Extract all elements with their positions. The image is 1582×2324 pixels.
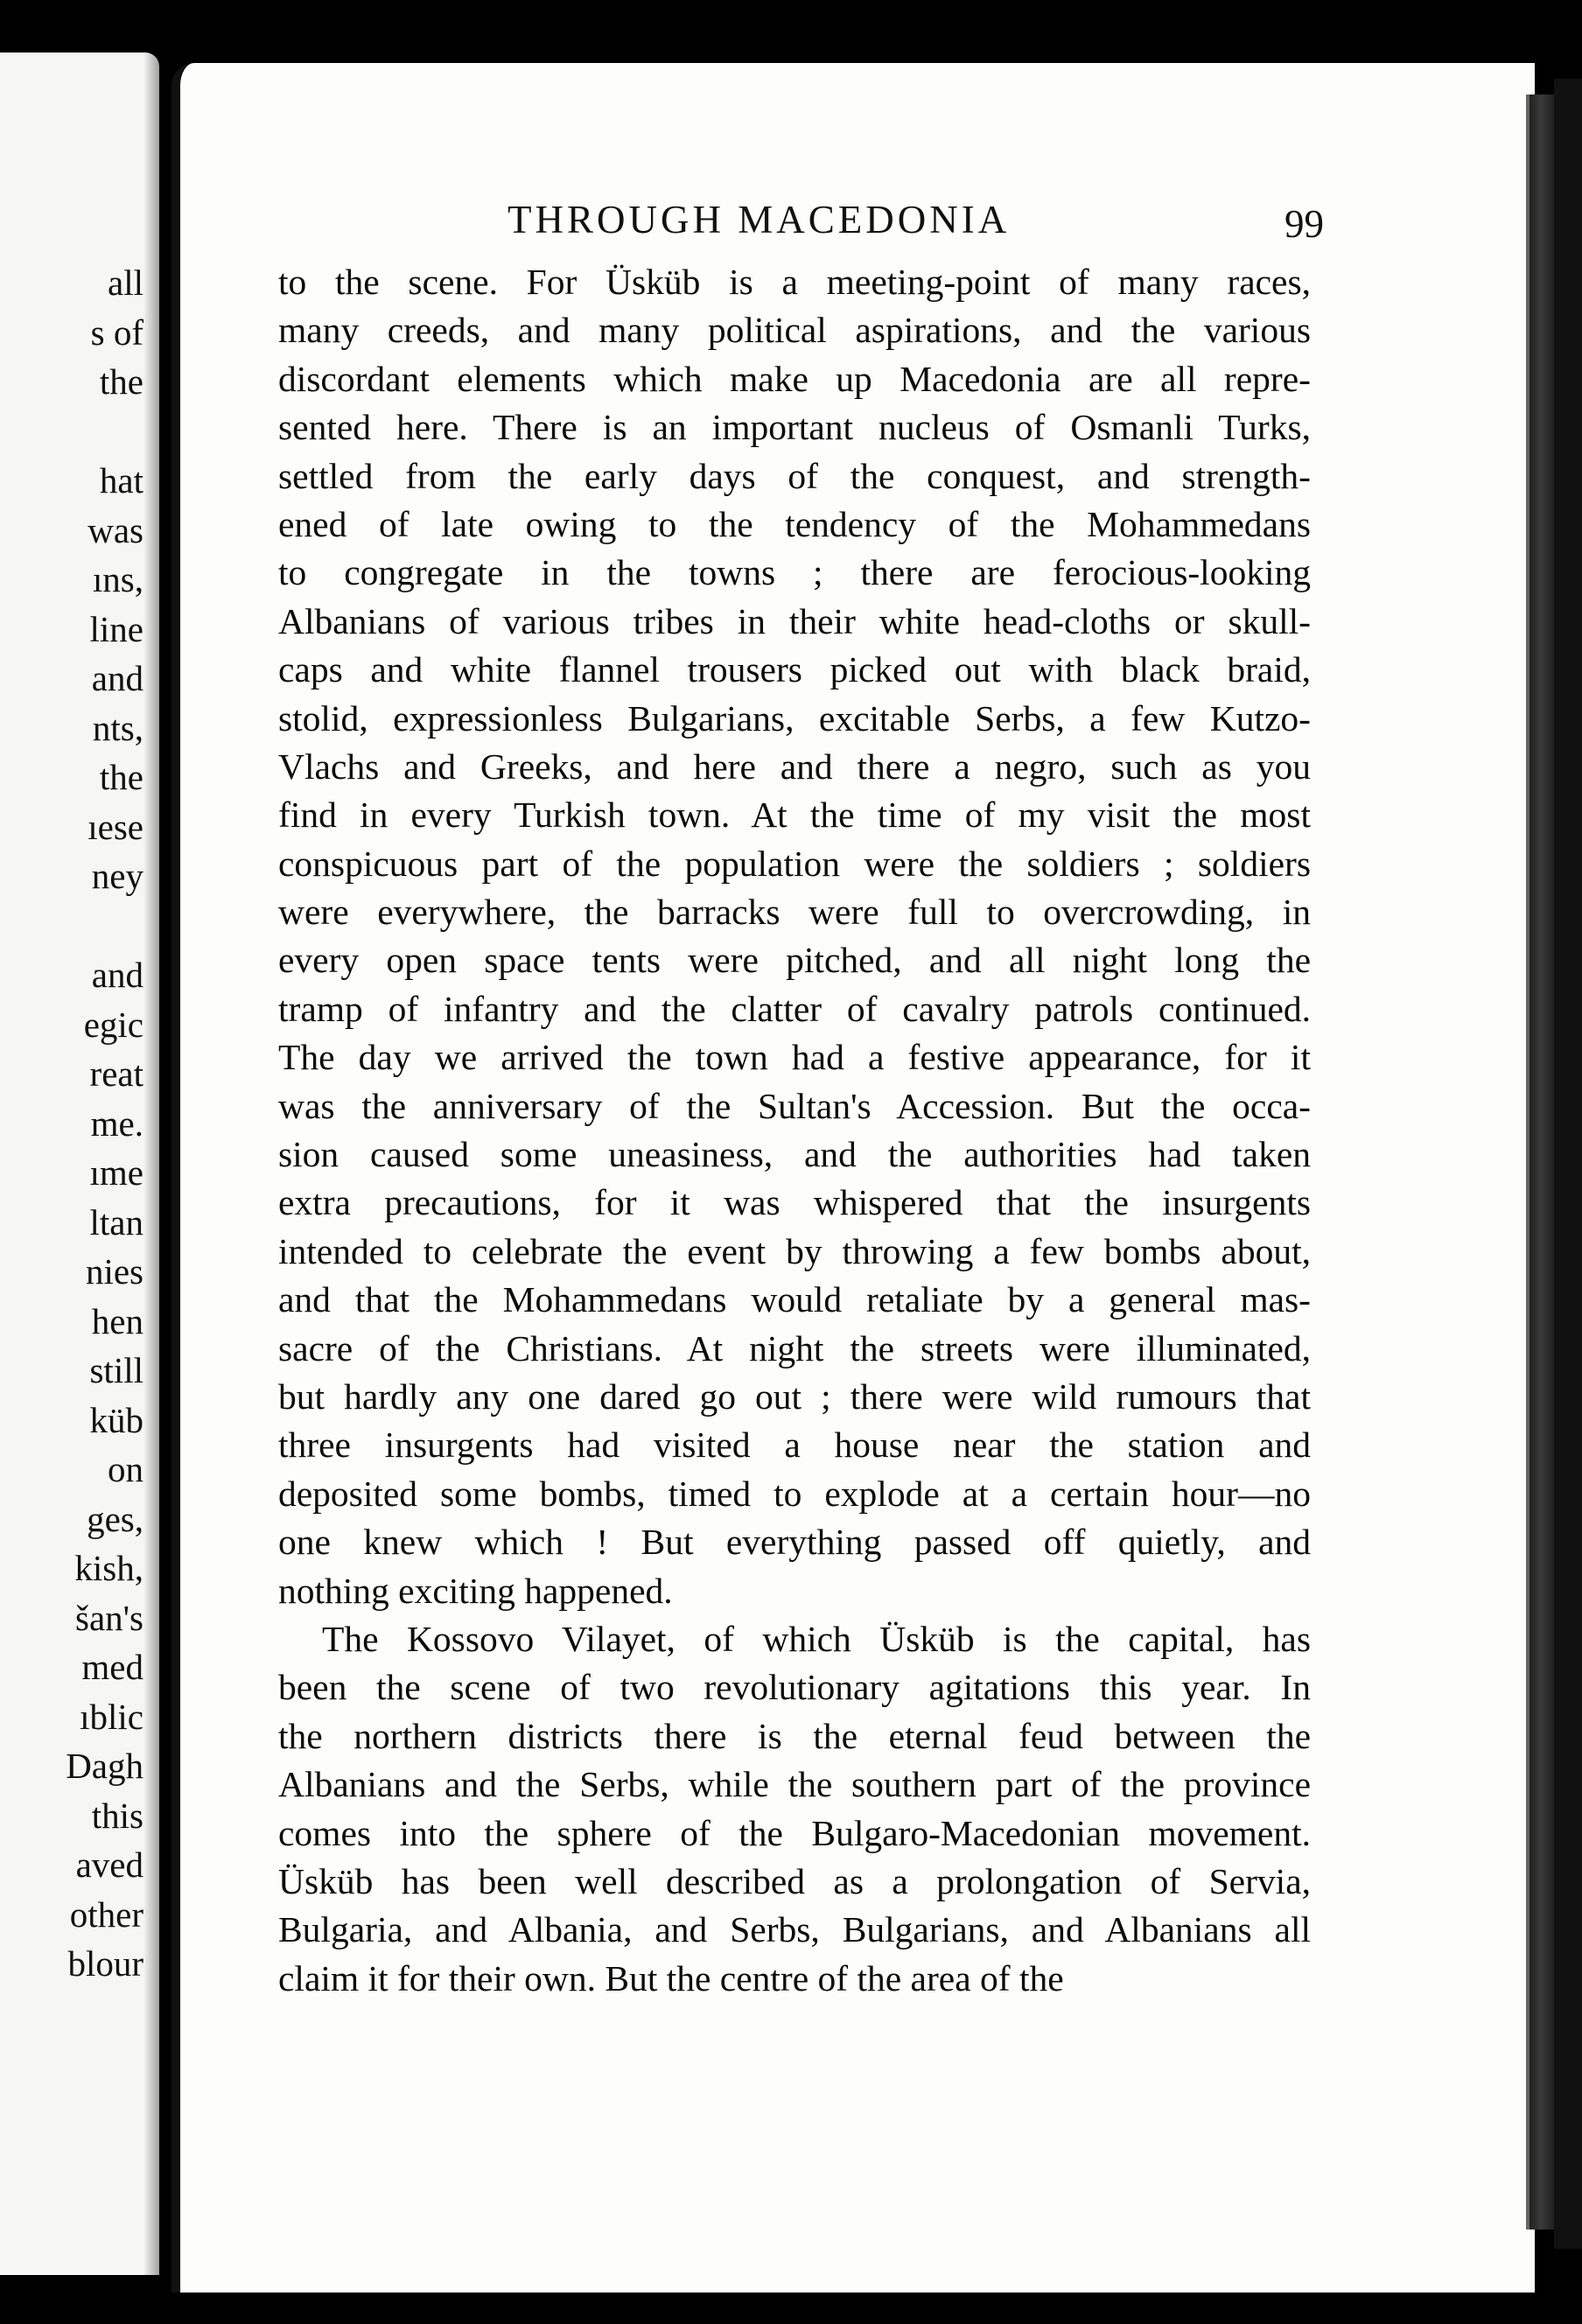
text-line: to congregate in the towns ; there are ferocious-looking [278,552,1311,593]
text-line: tramp of infantry and the clatter of cavalry patrols continued. [278,988,1311,1029]
book-cover-edge [1554,79,1582,2249]
previous-page-line: šan's [75,1597,144,1638]
text-line: Üsküb has been well described as a prolongation of Servia, [278,1860,1311,1901]
text-line: discordant elements which make up Macedonia are all repre- [278,358,1311,399]
text-line: every open space tents were pitched, and all night long the [278,940,1311,981]
text-line: been the scene of two revolutionary agitations this year. In [278,1667,1311,1708]
text-line: Albanians of various tribes in their white head-cloths or skull- [278,600,1311,641]
previous-page-line: was [88,509,144,550]
text-line: comes into the sphere of the Bulgaro-Macedonian movement. [278,1812,1311,1853]
page-stack-edge [1526,94,1558,2230]
previous-page-line: blour [67,1943,144,1984]
previous-page-line: egic [83,1004,144,1045]
previous-page-line: ıme [89,1152,144,1193]
text-line: and that the Mohammedans would retaliate by a general mas- [278,1279,1311,1320]
previous-page-line: ıese [88,806,144,847]
text-line: sion caused some uneasiness, and the authorities had taken [278,1134,1311,1175]
text-line: nothing exciting happened. [278,1570,673,1611]
previous-page-line: and [91,658,144,698]
previous-page-line: me. [90,1102,144,1144]
text-line: The day we arrived the town had a festive appearance, for it [278,1037,1311,1078]
previous-page-edge [0,52,159,2275]
text-line: sacre of the Christians. At night the streets were illuminated, [278,1327,1311,1368]
running-head: THROUGH MACEDONIA [508,198,1011,242]
previous-page-line: the [99,757,144,797]
previous-page-line: nies [85,1251,144,1292]
previous-page-line: kish, [74,1548,144,1588]
previous-page-line: ney [91,856,144,896]
text-line: many creeds, and many political aspirations, and the various [278,310,1311,351]
text-line: ened of late owing to the tendency of the Mohammedans [278,503,1311,544]
text-line: but hardly any one dared go out ; there were wild rumours that [278,1376,1311,1417]
previous-page-line: s of [90,312,144,353]
previous-page-line: aved [75,1844,144,1885]
previous-page-line: Dagh [66,1746,144,1786]
previous-page-line: hen [91,1300,144,1341]
previous-page-line: ges, [87,1498,144,1539]
page-number: 99 [1284,202,1324,246]
previous-page-line: still [89,1350,144,1390]
text-line: the northern districts there is the eternal feud between the [278,1715,1311,1756]
text-line: were everywhere, the barracks were full to overcrowding, in [278,892,1311,933]
previous-page-line [66,901,144,951]
text-line: The Kossovo Vilayet, of which Üsküb is the capital, has [322,1618,1311,1659]
previous-page-line: the [99,361,144,402]
previous-page-line: all [108,262,144,303]
text-line: sented here. There is an important nucleus of Osmanli Turks, [278,407,1311,448]
body-text [278,258,1311,2003]
text-line: to the scene. For Üsküb is a meeting-point of many races, [278,262,1311,302]
text-line: extra precautions, for it was whispered that the insurgents [278,1182,1311,1223]
previous-page-line [66,407,144,457]
text-line: intended to celebrate the event by throwing a few bombs about, [278,1230,1311,1271]
paragraph [278,1615,1311,2003]
previous-page-line: hat [99,460,144,500]
previous-page-line: line [89,608,144,649]
previous-page-line: ıns, [92,559,144,599]
text-line: find in every Turkish town. At the time of my visit the most [278,794,1311,836]
text-line: settled from the early days of the conquest, and strength- [278,455,1311,496]
text-line: caps and white flannel trousers picked out with black braid, [278,649,1311,690]
text-line: Vlachs and Greeks, and here and there a negro, such as you [278,746,1311,787]
text-line: Albanians and the Serbs, while the southern part of the province [278,1764,1311,1805]
paragraph [278,258,1311,1615]
previous-page-line: other [69,1894,144,1935]
gutter-shadow [144,52,159,2275]
previous-page-line: reat [89,1054,144,1094]
text-line: deposited some bombs, timed to explode at a certain hour—no [278,1473,1311,1514]
previous-page-line: on [108,1449,144,1489]
previous-page-line: and [91,955,144,995]
text-line: one knew which ! But everything passed off quietly, and [278,1522,1311,1563]
previous-page-text-fragments [66,258,144,1989]
previous-page-line: med [81,1647,144,1687]
previous-page-line: ıblic [80,1696,144,1737]
text-line: claim it for their own. But the centre of the area of the [278,1957,1064,1998]
text-line: conspicuous part of the population were the soldiers ; soldiers [278,843,1311,884]
text-line: three insurgents had visited a house near the station and [278,1424,1311,1466]
text-line: stolid, expressionless Bulgarians, excitable Serbs, a few Kutzo- [278,697,1311,738]
previous-page-line: ltan [89,1201,144,1242]
previous-page-line: küb [89,1399,144,1440]
previous-page-line: this [91,1795,144,1836]
text-line: Bulgaria, and Albania, and Serbs, Bulgarians, and Albanians all [278,1909,1311,1950]
previous-page-line: nts, [92,707,144,748]
text-line: was the anniversary of the Sultan's Accession. But the occa- [278,1085,1311,1126]
